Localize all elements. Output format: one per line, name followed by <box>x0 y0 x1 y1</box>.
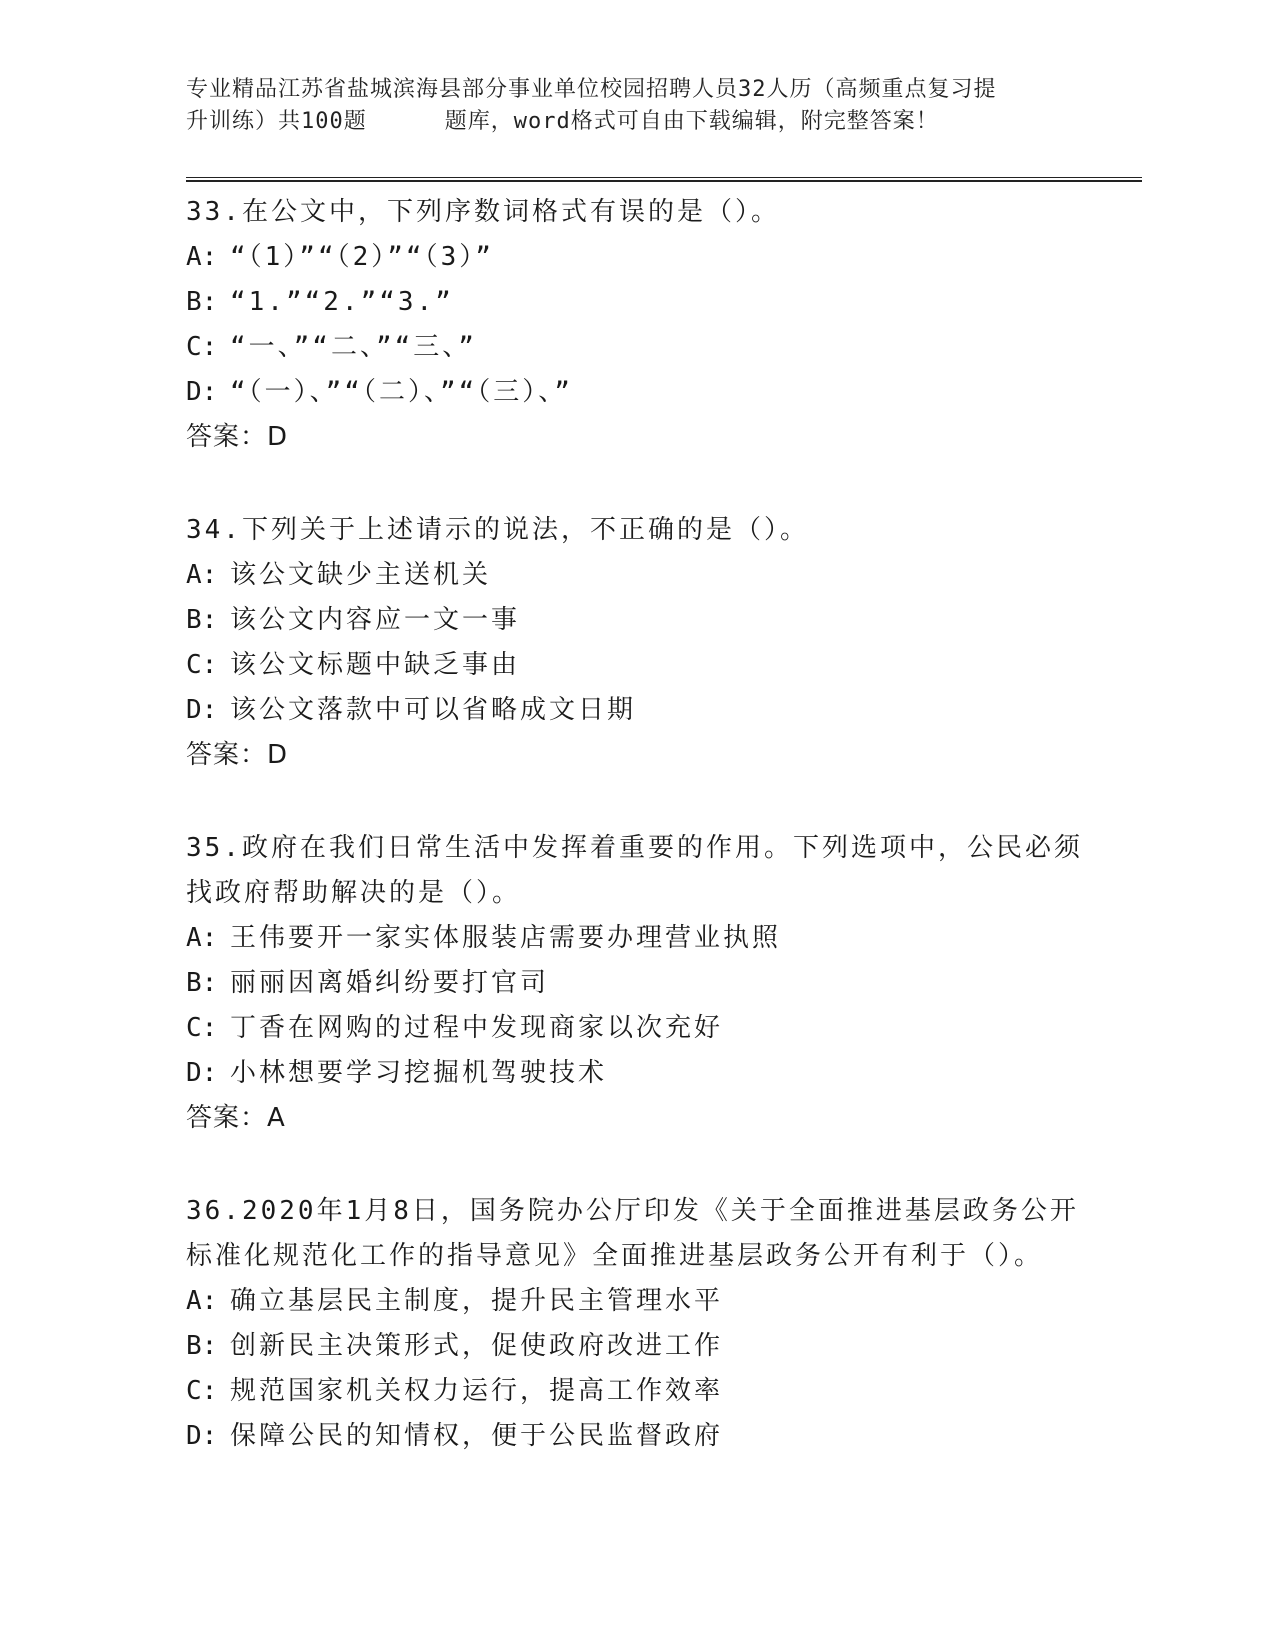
option-letter: A: <box>186 923 218 953</box>
option-b <box>186 1324 1086 1369</box>
option-text: 确立基层民主制度，提升民主管理水平 <box>230 1286 724 1316</box>
answer-line: 答案：D <box>186 740 289 770</box>
option-b <box>186 598 1086 643</box>
header-line-1: 专业精品江苏省盐城滨海县部分事业单位校园招聘人员32人历（高频重点复习提 <box>186 77 997 102</box>
option-b <box>186 961 1086 1006</box>
header-line-2-left: 升训练）共100题 <box>186 109 367 134</box>
option-text: 王伟要开一家实体服装店需要办理营业执照 <box>230 923 782 953</box>
question-stem: 35.政府在我们日常生活中发挥着重要的作用。下列选项中，公民必须找政府帮助解决的是（）。 <box>186 833 1083 908</box>
option-text: “一、”“二、”“三、” <box>230 332 477 362</box>
option-letter: C: <box>186 1013 218 1043</box>
question-stem: 33.在公文中，下列序数词格式有误的是（）。 <box>186 197 780 227</box>
option-letter: D: <box>186 1421 218 1451</box>
question-list <box>186 190 1086 1507</box>
option-letter: A: <box>186 560 218 590</box>
option-d <box>186 1051 1086 1096</box>
option-letter: D: <box>186 695 218 725</box>
option-letter: C: <box>186 332 218 362</box>
option-text: 该公文标题中缺乏事由 <box>230 650 521 680</box>
option-text: 保障公民的知情权，便于公民监督政府 <box>230 1421 724 1451</box>
document-header <box>186 74 1086 138</box>
option-letter: D: <box>186 377 218 407</box>
answer-line: 答案：A <box>186 1103 286 1133</box>
option-text: 该公文落款中可以省略成文日期 <box>230 695 637 725</box>
option-letter: D: <box>186 1058 218 1088</box>
option-text: “1.”“2.”“3.” <box>230 287 454 317</box>
question-stem: 34.下列关于上述请示的说法，不正确的是（）。 <box>186 515 809 545</box>
option-letter: C: <box>186 1376 218 1406</box>
header-line-2 <box>186 106 1086 138</box>
question-33 <box>186 190 1086 460</box>
option-b <box>186 280 1086 325</box>
option-letter: B: <box>186 605 218 635</box>
option-letter: B: <box>186 287 218 317</box>
option-text: “（一）、”“（二）、”“（三）、” <box>230 377 573 407</box>
option-text: 小林想要学习挖掘机驾驶技术 <box>230 1058 608 1088</box>
option-c <box>186 643 1086 688</box>
question-34 <box>186 508 1086 778</box>
option-text: 丁香在网购的过程中发现商家以次充好 <box>230 1013 724 1043</box>
option-c <box>186 325 1086 370</box>
option-a <box>186 1279 1086 1324</box>
option-letter: B: <box>186 968 218 998</box>
option-text: 丽丽因离婚纠纷要打官司 <box>230 968 550 998</box>
option-a <box>186 235 1086 280</box>
option-d <box>186 370 1086 415</box>
option-text: 该公文内容应一文一事 <box>230 605 521 635</box>
header-line-2-right: 题库，word格式可自由下载编辑，附完整答案！ <box>444 109 939 134</box>
header-rule-thin <box>186 177 1142 178</box>
option-letter: A: <box>186 242 218 272</box>
option-letter: C: <box>186 650 218 680</box>
answer-line: 答案：D <box>186 422 289 452</box>
option-letter: A: <box>186 1286 218 1316</box>
option-text: “（1）”“（2）”“（3）” <box>230 242 494 272</box>
option-d <box>186 688 1086 733</box>
option-c <box>186 1006 1086 1051</box>
header-rule-thick <box>186 180 1142 182</box>
question-stem: 36.2020年1月8日，国务院办公厅印发《关于全面推进基层政务公开标准化规范化工作的指导意见》全面推进基层政务公开有利于（）。 <box>186 1196 1079 1271</box>
question-36 <box>186 1189 1086 1459</box>
option-text: 创新民主决策形式，促使政府改进工作 <box>230 1331 724 1361</box>
option-text: 该公文缺少主送机关 <box>230 560 492 590</box>
option-d <box>186 1414 1086 1459</box>
option-text: 规范国家机关权力运行，提高工作效率 <box>230 1376 724 1406</box>
option-letter: B: <box>186 1331 218 1361</box>
option-c <box>186 1369 1086 1414</box>
option-a <box>186 916 1086 961</box>
question-35 <box>186 826 1086 1141</box>
option-a <box>186 553 1086 598</box>
